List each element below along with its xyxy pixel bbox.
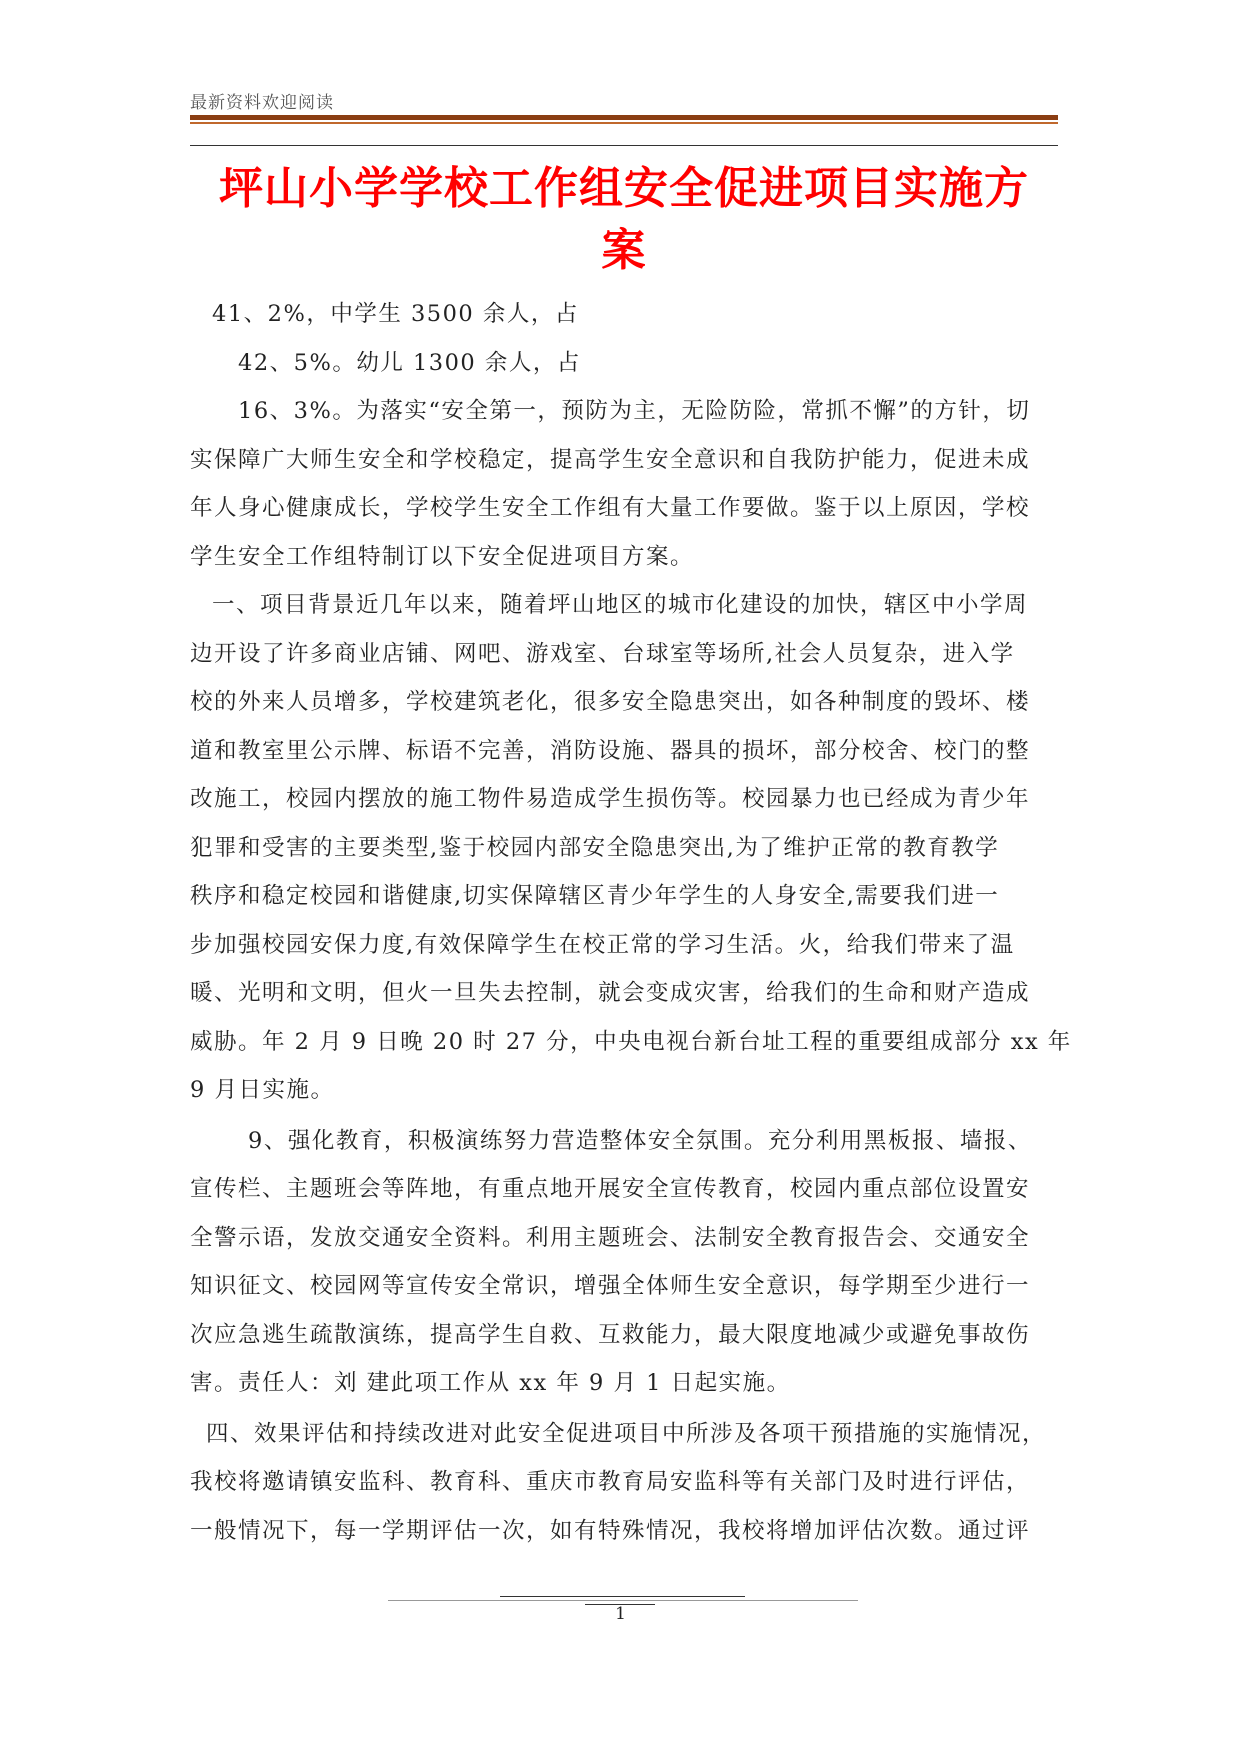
footer-rule [388,1600,858,1601]
body-line: 道和教室里公示牌、标语不完善，消防设施、器具的损坏，部分校舍、校门的整 [190,737,1031,764]
body-line: 一般情况下，每一学期评估一次，如有特殊情况，我校将增加评估次数。通过评 [190,1517,1031,1544]
body-line: 四、效果评估和持续改进对此安全促进项目中所涉及各项干预措施的实施情况， [206,1420,1047,1447]
title-line-2: 案 [601,225,647,276]
page-header-text: 最新资料欢迎阅读 [190,93,334,113]
body-line: 我校将邀请镇安监科、教育科、重庆市教育局安监科等有关部门及时进行评估， [190,1469,1031,1495]
body-line: 16、3%。为落实“安全第一，预防为主，无险防险，常抓不懈”的方针，切 [238,398,1031,424]
body-line: 学生安全工作组特制订以下安全促进项目方案。 [190,543,695,570]
body-line: 一、项目背景近几年以来，随着坪山地区的城市化建设的加快，辖区中小学周 [212,592,1029,618]
body-line: 9 月日实施。 [190,1077,335,1103]
document-body [190,290,1072,1555]
body-line: 秩序和稳定校园和谐健康,切实保障辖区青少年学生的人身安全,需要我们进一 [190,883,1000,909]
body-line: 暖、光明和文明，但火一旦失去控制，就会变成灾害，给我们的生命和财产造成 [190,980,1031,1006]
body-line: 实保障广大师生安全和学校稳定，提高学生安全意识和自我防护能力，促进未成 [190,446,1031,473]
body-line: 改施工，校园内摆放的施工物件易造成学生损伤等。校园暴力也已经成为青少年 [190,786,1031,812]
body-line: 年人身心健康成长，学校学生安全工作组有大量工作要做。鉴于以上原因，学校 [190,495,1031,521]
body-line: 边开设了许多商业店铺、网吧、游戏室、台球室等场所,社会人员复杂，进入学 [190,640,1015,667]
footer-rule-upper [500,1596,745,1597]
header-rule-accent [190,122,1058,124]
body-line: 威胁。年 2 月 9 日晚 20 时 27 分，中央电视台新台址工程的重要组成部分 xx 年 [190,1028,1072,1055]
page-number: 1 [615,1604,626,1624]
document-title [190,158,1058,282]
body-line: 犯罪和受害的主要类型,鉴于校园内部安全隐患突出,为了维护正常的教育教学 [190,834,1000,861]
body-line: 知识征文、校园网等宣传安全常识，增强全体师生安全意识，每学期至少进行一 [190,1273,1031,1299]
body-line: 害。责任人：刘 建此项工作从 xx 年 9 月 1 日起实施。 [190,1370,791,1396]
body-line: 步加强校园安保力度,有效保障学生在校正常的学习生活。火，给我们带来了温 [190,931,1015,958]
body-line: 9、强化教育，积极演练努力营造整体安全氛围。充分利用黑板报、墙报、 [248,1127,1032,1154]
body-line: 校的外来人员增多，学校建筑老化，很多安全隐患突出，如各种制度的毁坏、楼 [190,689,1031,715]
header-rule-thin [190,145,1058,146]
title-line-1: 坪山小学学校工作组安全促进项目实施方 [219,163,1029,214]
body-line: 42、5%。幼儿 1300 余人，占 [238,349,581,376]
body-line: 41、2%，中学生 3500 余人，占 [212,301,579,327]
header-rule-thick [190,115,1058,120]
body-line: 全警示语，发放交通安全资料。利用主题班会、法制安全教育报告会、交通安全 [190,1224,1031,1251]
body-line: 次应急逃生疏散演练，提高学生自救、互救能力，最大限度地减少或避免事故伤 [190,1321,1031,1348]
body-line: 宣传栏、主题班会等阵地，有重点地开展安全宣传教育，校园内重点部位设置安 [190,1176,1031,1202]
